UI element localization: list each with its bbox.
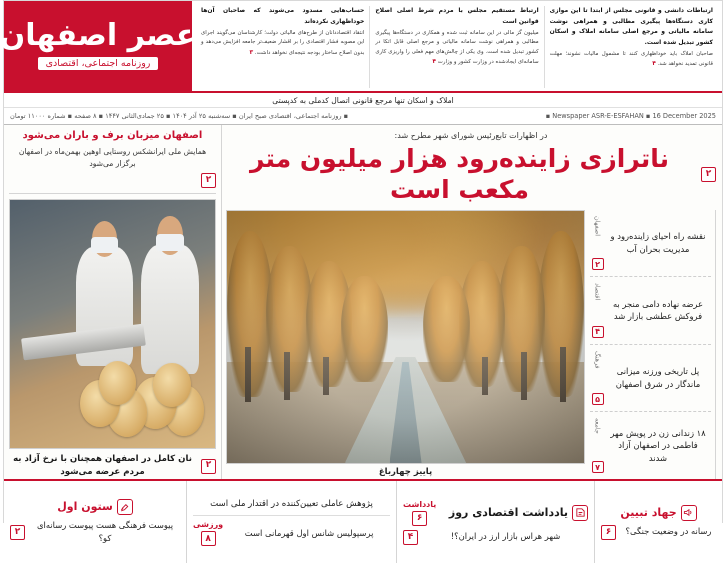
- masthead-brief-3-text: صاحبان املاک باید خوداظهاری کنند تا مشمول مالیات نشوند؛ مهلت قانونی تمدید نخواهد شد.: [549, 51, 713, 68]
- footer-note-page: ۶: [412, 511, 427, 526]
- masthead-brief-2-lead: ارتباط مستقیم مجلس با مردم شرط اصلی اصلاح قوانین است: [375, 7, 539, 25]
- dateline-bar: [4, 108, 722, 125]
- newspaper-subtitle: روزنامه اجتماعی، اقتصادی: [38, 57, 159, 70]
- lead-story-column: [222, 125, 722, 479]
- footer-first-column-page: ۲: [10, 525, 25, 540]
- section-brief-1-text: نقشه راه احیای زاینده‌رود و مدیریت بحران آب: [610, 231, 706, 254]
- lead-headline-page-badge: ۲: [701, 167, 716, 182]
- footer-sports-page: ۸: [201, 531, 216, 546]
- note-pen-icon: [572, 505, 588, 521]
- photo-vignette: [227, 211, 584, 464]
- lead-kicker: در اظهارات تابع‌رئیس شورای شهر مطرح شد:: [394, 131, 548, 140]
- section-briefs-list: [590, 210, 716, 480]
- section-brief-1-label: اصفهان: [593, 215, 602, 236]
- section-brief-3-page: ۵: [592, 393, 604, 405]
- masthead-brief-2-text: میلیون گز مالی در این سامانه ثبت شده و همکاری در دستگاه‌ها پیگیری مطالبی و همراهی نوشت سامانه مالیاتی و مرجع اصلی قابل اتکا در کشور تبدیل شده است. وی یکی از چالش‌های مهم فعلی را واریزی کاری سامانه‌ای ایجادشده در وزارت کشور و وزارت: [375, 30, 539, 66]
- baker-figure: [141, 245, 198, 374]
- top-strap: [4, 93, 722, 108]
- bakery-photo-page-badge: ۲: [201, 459, 216, 474]
- section-brief-2-text: عرضه نهاده دامی منجر به فروکش عطشی بازار شد: [612, 298, 704, 322]
- masthead-brief-3: [544, 6, 718, 88]
- baker-mask: [156, 234, 184, 251]
- list-item[interactable]: [590, 412, 711, 479]
- bread-loaf: [153, 363, 191, 407]
- masthead-brief-1-lead: حساب‌هایی مسدود می‌شوند که صاحبان آن‌ها خوداظهاری نکرده‌اند: [201, 7, 365, 25]
- footer-cell-sports[interactable]: [186, 481, 396, 563]
- lead-split: [226, 210, 716, 480]
- section-brief-3-label: فرهنگ: [593, 350, 602, 369]
- section-brief-4-label: جامعه: [593, 418, 602, 435]
- masthead-briefs: [192, 1, 722, 91]
- list-item[interactable]: [590, 345, 711, 413]
- dateline-persian: ▪ روزنامه اجتماعی، اقتصادی صبح ایران ▪ سه‌شنبه ۲۵ آذر ۱۴۰۴ ▪ ۲۵ جمادی‌الثانی ۱۴۴۷ ▪ ۸ صفحه ▪ شماره ۱۱۰۰۰ تومان: [10, 112, 349, 120]
- lead-photo-caption: پاییز چهارباغ: [378, 467, 433, 477]
- lead-photo: [226, 210, 585, 465]
- section-brief-2-tag: [590, 282, 605, 339]
- right-brief-page-badge: ۲: [201, 173, 216, 188]
- section-brief-4-tag: [590, 417, 605, 474]
- right-column: [4, 125, 222, 479]
- footer-jihad-page: ۶: [601, 525, 616, 540]
- content-area: [4, 125, 722, 479]
- masthead-brief-3-page: ۴: [652, 60, 656, 68]
- footer-sports-title: ورزشی: [193, 520, 224, 530]
- footer-cell-first-column[interactable]: [4, 481, 186, 563]
- megaphone-icon: [681, 505, 697, 521]
- lead-headline-row: [226, 143, 716, 206]
- footer-jihad-title: جهاد تبیین: [620, 506, 677, 519]
- pen-nib-icon: [117, 499, 133, 515]
- list-item[interactable]: [590, 277, 711, 345]
- right-brief-text: همایش ملی ایرانشکس روستایی اوهین بهمن‌ماه در اصفهان برگزار می‌شود: [18, 146, 207, 168]
- bakery-photo: [9, 199, 216, 449]
- masthead-brief-2: [369, 6, 543, 88]
- footer-jihad-body: رسانه در وضعیت جنگی؟: [625, 526, 712, 537]
- masthead-brief-3-lead: ارتباطات دانشی و قانونی مجلس از ابتدا تا این موازی کاری دستگاه‌ها پیگیری مطالبی و همراهی نوشت سامانه مالیاتی و مرجع اصلی سامانه املاک و اسکان کشور تبدیل شده است.: [549, 7, 713, 46]
- section-brief-2-page: ۴: [592, 326, 604, 338]
- lead-headline: ناترازی زاینده‌رود هزار میلیون متر مکعب است: [249, 144, 670, 205]
- footer-first-column-title: ستون اول: [57, 500, 113, 514]
- section-brief-3-text: پل تاریخی ورزنه میزانی ماندگار در شرق اصفهان: [615, 366, 701, 390]
- footer-sports-body: پرسپولیس شانس اول قهرمانی است: [244, 527, 374, 538]
- section-brief-1-page: ۲: [592, 258, 604, 270]
- footer-divider: [193, 515, 390, 516]
- bakery-photo-caption: نان کامل در اصفهان همچنان با نرخ آزاد به مردم عرضه می‌شود: [13, 454, 192, 478]
- bread-pile: [72, 356, 207, 440]
- section-brief-2-label: اقتصاد: [593, 283, 602, 301]
- masthead-brief-1: [196, 6, 369, 88]
- footer-first-column-body: پیوست فرهنگی هست پیوست رسانه‌ای کو؟: [36, 519, 174, 543]
- section-brief-4-page: ۷: [592, 461, 604, 473]
- footer-note-title: یادداشت اقتصادی روز: [448, 506, 568, 519]
- newspaper-logo: [0, 1, 197, 91]
- footer-strip: [4, 479, 722, 563]
- footer-cell-economic-note[interactable]: [396, 481, 594, 563]
- footer-note-label: یادداشت: [403, 499, 437, 509]
- masthead: [0, 1, 722, 93]
- list-item[interactable]: [590, 210, 711, 278]
- bakery-photo-caption-row: [9, 453, 216, 479]
- masthead-brief-1-page: ۳: [249, 48, 254, 56]
- footer-cell-jihad-tabyin[interactable]: [594, 481, 722, 563]
- footer-note-page2: ۴: [403, 530, 418, 545]
- section-brief-4-text: ۱۸ زندانی زن در پویش مهر فاطمی در اصفهان آزاد شدند: [610, 427, 706, 463]
- section-brief-3-tag: [590, 350, 605, 407]
- newspaper-title: عصر اصفهان: [0, 17, 197, 53]
- section-brief-1-tag: [590, 215, 605, 272]
- right-brief: [9, 129, 216, 194]
- lead-photo-wrap: [226, 210, 585, 480]
- masthead-brief-1-text: انتقاد اقتصاددانان از طرح‌های مالیاتی دولت؛ کارشناسان می‌گویند اجرای این مصوبه فشار اقتصادی را بر اقشار ضعیف‌تر جامعه افزایش می‌دهد و بدون اصلاح ساختار بودجه نتیجه‌ای نخواهد داشت.: [201, 30, 365, 56]
- footer-research-text: پژوهش عاملی تعیین‌کننده در اقتدار ملی است: [210, 498, 373, 509]
- dateline-english: ▪ Newspaper ASR-E-ESFAHAN ▪ 16 December 2025: [545, 112, 716, 120]
- baker-mask: [91, 237, 119, 253]
- footer-note-body: شهر هراس بازار ارز در ایران؟!: [450, 531, 561, 542]
- masthead-brief-2-page: ۴: [432, 58, 437, 66]
- right-brief-title: اصفهان میزبان برف و باران می‌شود: [22, 130, 203, 141]
- top-strap-text: املاک و اسکان تنها مرجع قانونی اتصال کدملی به کدپستی: [272, 95, 454, 105]
